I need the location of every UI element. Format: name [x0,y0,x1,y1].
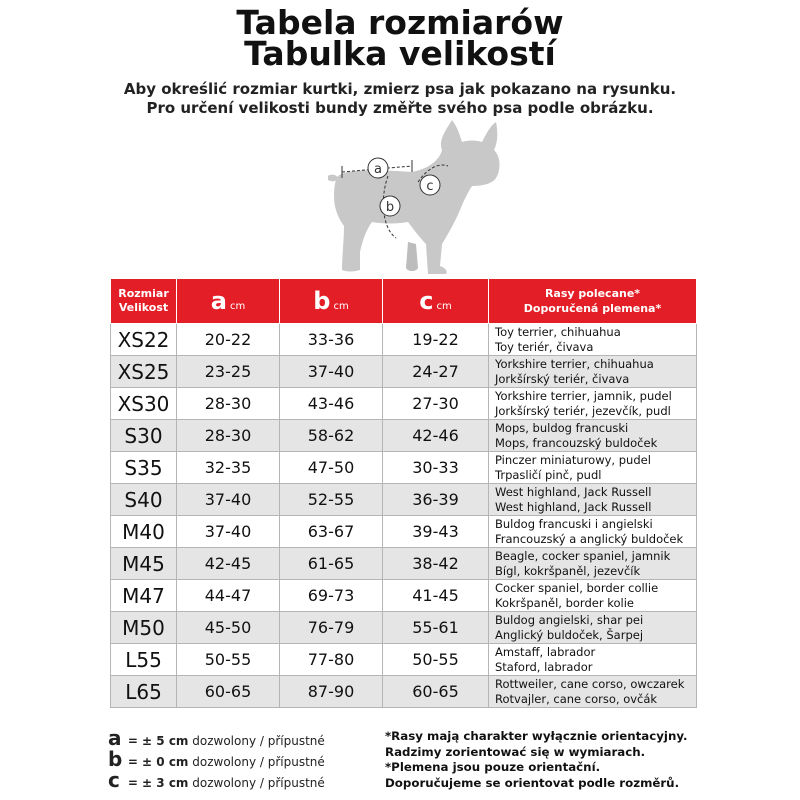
a-cell: 37-40 [177,516,280,548]
size-cell: S35 [111,452,177,484]
a-cell: 50-55 [177,644,280,676]
c-cell: 27-30 [383,388,489,420]
dog-measurement-diagram [300,118,510,278]
header-b [280,279,383,324]
label-a-text: a [374,162,382,177]
legend-row-b [108,749,378,770]
breed-cell [489,484,697,516]
breed-pl: Buldog francuski i angielski [495,516,653,531]
header-size-pl: Rozmiar [118,287,169,300]
c-cell: 36-39 [383,484,489,516]
b-cell: 33-36 [280,324,383,356]
breed-cell [489,580,697,612]
breed-cz: Mops, francouzský buldoček [495,435,658,450]
breed-pl: West highland, Jack Russell [495,484,652,499]
tolerance-legend [108,728,378,791]
note-line-3: *Plemena jsou pouze orientační. [385,760,601,775]
header-breeds-cz: Doporučená plemena* [523,302,662,315]
dog-silhouette [328,120,500,274]
legend-b-note: dozwolony / přípustné [192,755,325,769]
size-cell: M47 [111,580,177,612]
table-row [111,484,697,516]
a-cell: 32-35 [177,452,280,484]
breed-cell [489,324,697,356]
table-row [111,612,697,644]
breed-cz: Anglický buldoček, Šarpej [495,627,644,642]
header-breeds [489,279,697,324]
measure-label-b [380,196,400,216]
subtitle-pl: Aby określić rozmiar kurtki, zmierz psa jak pokazano na rysunku. [123,80,677,98]
table-row [111,676,697,708]
a-cell: 60-65 [177,676,280,708]
c-cell: 55-61 [383,612,489,644]
breed-pl: Rottweiler, cane corso, owczarek [495,676,685,691]
table-row [111,580,697,612]
header-a [177,279,280,324]
b-cell: 52-55 [280,484,383,516]
c-cell: 41-45 [383,580,489,612]
b-cell: 47-50 [280,452,383,484]
table-row [111,516,697,548]
size-cell: XS25 [111,356,177,388]
breed-pl: Amstaff, labrador [495,644,596,659]
breed-cell [489,612,697,644]
breed-cell [489,676,697,708]
breed-pl: Cocker spaniel, border collie [495,580,659,595]
table-row [111,548,697,580]
size-table-header [111,279,697,324]
c-cell: 39-43 [383,516,489,548]
breed-pl: Yorkshire terrier, chihuahua [495,356,654,371]
breed-cell [489,548,697,580]
breed-cz: Trpasličí pinč, pudl [495,467,602,482]
b-cell: 69-73 [280,580,383,612]
table-row [111,452,697,484]
legend-a-letter: a [108,726,122,750]
measure-label-a [368,158,388,178]
size-cell: L55 [111,644,177,676]
a-cell: 37-40 [177,484,280,516]
header-a-unit: cm [229,301,246,312]
header-c [383,279,489,324]
legend-c-tolerance: = ± 3 cm [127,776,189,790]
note-line-1: *Rasy mają charakter wyłącznie orientacyjny. [385,729,688,743]
size-cell: XS30 [111,388,177,420]
breed-cell [489,356,697,388]
header-b-letter: b [313,287,331,315]
breed-cz: Toy teriér, čivava [495,339,594,354]
breed-pl: Toy terrier, chihuahua [495,324,621,339]
breed-cell [489,452,697,484]
a-cell: 44-47 [177,580,280,612]
c-cell: 42-46 [383,420,489,452]
b-cell: 58-62 [280,420,383,452]
legend-c-note: dozwolony / přípustné [192,776,325,790]
header-size-cz: Velikost [118,301,169,314]
header-c-letter: c [419,287,434,315]
a-cell: 42-45 [177,548,280,580]
note-line-4: Doporučujeme se orientovat podle rozměrů. [385,775,680,790]
table-row [111,356,697,388]
legend-row-a [108,728,378,749]
header-b-unit: cm [333,301,349,312]
c-cell: 38-42 [383,548,489,580]
header-size [111,279,177,324]
size-cell: M40 [111,516,177,548]
page-title-pl: Tabela rozmiarów [236,3,564,42]
c-cell: 50-55 [383,644,489,676]
breed-cz: Rotvajler, cane corso, ovčák [495,691,658,706]
a-cell: 45-50 [177,612,280,644]
header-c-unit: cm [436,301,452,312]
table-row [111,324,697,356]
table-row [111,420,697,452]
breed-pl: Mops, buldog francuski [495,420,629,435]
breed-cz: West highland, Jack Russell [495,499,652,514]
size-cell: S30 [111,420,177,452]
label-b-text: b [385,200,395,215]
breed-cz: Jorkšírský teriér, čivava [495,371,630,386]
breed-cell [489,516,697,548]
subtitle-cz: Pro určení velikosti bundy změřte svého psa podle obrázku. [146,99,654,117]
breed-pl: Pinczer miniaturowy, pudel [495,452,651,467]
size-cell: M50 [111,612,177,644]
header-a-letter: a [210,287,227,315]
c-cell: 19-22 [383,324,489,356]
b-cell: 43-46 [280,388,383,420]
page-title-cz: Tabulka velikostí [244,34,556,73]
legend-b-letter: b [108,747,123,771]
b-cell: 77-80 [280,644,383,676]
size-cell: XS22 [111,324,177,356]
c-cell: 60-65 [383,676,489,708]
table-row [111,388,697,420]
size-table [110,278,697,708]
breed-cz: Francouzský a anglický buldoček [495,531,684,546]
breed-cz: Jorkšírský teriér, jezevčík, pudl [495,403,671,418]
b-cell: 63-67 [280,516,383,548]
a-cell: 28-30 [177,420,280,452]
breed-pl: Beagle, cocker spaniel, jamnik [495,548,671,563]
c-cell: 24-27 [383,356,489,388]
legend-c-letter: c [108,768,120,792]
size-cell: S40 [111,484,177,516]
legend-b-tolerance: = ± 0 cm [127,755,189,769]
c-cell: 30-33 [383,452,489,484]
b-cell: 76-79 [280,612,383,644]
breed-cz: Staford, labrador [495,659,593,674]
header-breeds-pl: Rasy polecane* [544,287,641,300]
b-cell: 61-65 [280,548,383,580]
breed-cell [489,644,697,676]
label-c-text: c [426,179,434,194]
a-cell: 23-25 [177,356,280,388]
b-cell: 87-90 [280,676,383,708]
size-cell: L65 [111,676,177,708]
breed-cell [489,388,697,420]
legend-a-note: dozwolony / přípustné [192,734,325,748]
legend-row-c [108,770,378,791]
size-cell: M45 [111,548,177,580]
breed-cz: Kokršpaněl, border kolie [495,595,634,610]
table-row [111,644,697,676]
breed-cz: Bígl, kokršpaněl, jezevčík [495,563,641,578]
note-line-2: Radzimy zorientować się w wymiarach. [385,744,646,759]
a-cell: 20-22 [177,324,280,356]
measure-label-c [420,175,440,195]
legend-a-tolerance: = ± 5 cm [127,734,189,748]
a-cell: 28-30 [177,388,280,420]
breed-pl: Buldog angielski, shar pei [495,612,644,627]
breed-disclaimer-notes [385,729,715,791]
b-cell: 37-40 [280,356,383,388]
breed-pl: Yorkshire terrier, jamnik, pudel [495,388,672,403]
breed-cell [489,420,697,452]
